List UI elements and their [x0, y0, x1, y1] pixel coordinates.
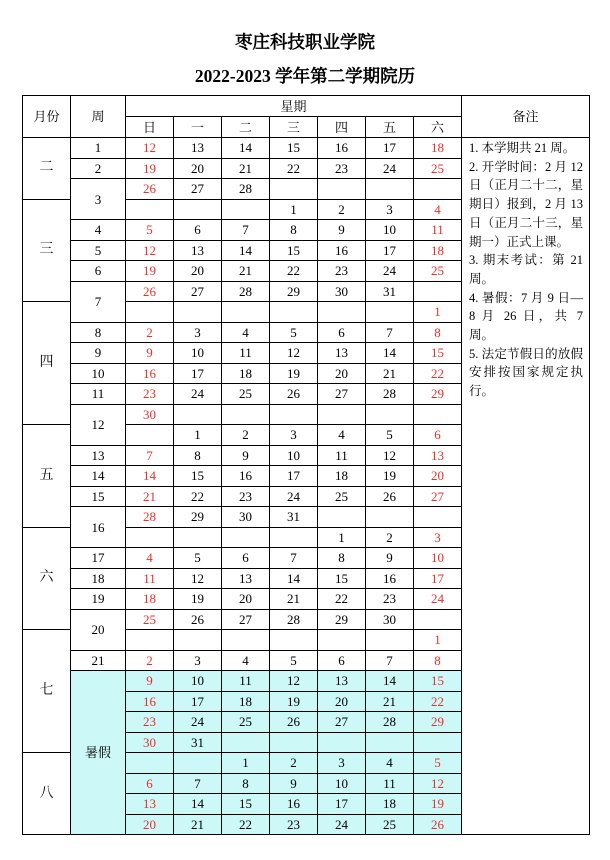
date-cell: 31 — [174, 732, 222, 753]
date-cell: 14 — [222, 240, 270, 261]
date-cell: 29 — [414, 712, 462, 733]
date-cell: 13 — [222, 568, 270, 589]
date-cell: 8 — [174, 445, 222, 466]
date-cell: 22 — [174, 486, 222, 507]
date-cell: 5 — [270, 650, 318, 671]
date-cell: 24 — [174, 712, 222, 733]
date-cell: 27 — [174, 179, 222, 200]
date-cell: 28 — [270, 609, 318, 630]
empty-date-cell — [366, 507, 414, 528]
date-cell: 8 — [414, 322, 462, 343]
date-cell: 29 — [318, 609, 366, 630]
week-number: 19 — [71, 589, 126, 610]
date-cell: 17 — [174, 363, 222, 384]
date-cell: 12 — [414, 773, 462, 794]
empty-date-cell — [174, 302, 222, 323]
empty-date-cell — [366, 732, 414, 753]
date-cell: 12 — [126, 240, 174, 261]
month-label: 二 — [23, 138, 71, 200]
date-cell: 7 — [126, 445, 174, 466]
date-cell: 18 — [414, 240, 462, 261]
date-cell: 4 — [222, 650, 270, 671]
date-cell: 21 — [366, 363, 414, 384]
week-number: 13 — [71, 445, 126, 466]
date-cell: 1 — [270, 199, 318, 220]
date-cell: 3 — [174, 322, 222, 343]
date-cell: 17 — [318, 794, 366, 815]
date-cell: 9 — [126, 671, 174, 692]
empty-date-cell — [414, 404, 462, 425]
empty-date-cell — [270, 630, 318, 651]
date-cell: 10 — [366, 220, 414, 241]
week-number: 7 — [71, 281, 126, 322]
date-cell: 3 — [318, 753, 366, 774]
week-number: 11 — [71, 384, 126, 405]
date-cell: 30 — [318, 281, 366, 302]
empty-date-cell — [126, 302, 174, 323]
date-cell: 13 — [126, 794, 174, 815]
empty-date-cell — [270, 732, 318, 753]
date-cell: 25 — [126, 609, 174, 630]
date-cell: 16 — [270, 794, 318, 815]
date-cell: 11 — [318, 445, 366, 466]
date-cell: 10 — [270, 445, 318, 466]
date-cell: 3 — [414, 527, 462, 548]
date-cell: 24 — [270, 486, 318, 507]
date-cell: 15 — [270, 240, 318, 261]
date-cell: 15 — [414, 671, 462, 692]
date-cell: 21 — [366, 691, 414, 712]
date-cell: 4 — [414, 199, 462, 220]
empty-date-cell — [366, 302, 414, 323]
date-cell: 16 — [318, 240, 366, 261]
date-cell: 20 — [222, 589, 270, 610]
week-number: 15 — [71, 486, 126, 507]
date-cell: 7 — [174, 773, 222, 794]
date-cell: 12 — [366, 445, 414, 466]
date-cell: 18 — [366, 794, 414, 815]
empty-date-cell — [222, 527, 270, 548]
date-cell: 26 — [270, 384, 318, 405]
date-cell: 1 — [174, 425, 222, 446]
date-cell: 28 — [366, 384, 414, 405]
empty-date-cell — [126, 425, 174, 446]
date-cell: 17 — [366, 138, 414, 159]
date-cell: 29 — [414, 384, 462, 405]
week-number: 14 — [71, 466, 126, 487]
date-cell: 24 — [366, 158, 414, 179]
date-cell: 8 — [318, 548, 366, 569]
note-item: 5. 法定节假日的放假安排按国家规定执行。 — [469, 346, 583, 399]
week-number: 4 — [71, 220, 126, 241]
empty-date-cell — [318, 179, 366, 200]
date-cell: 23 — [318, 261, 366, 282]
date-cell: 22 — [318, 589, 366, 610]
empty-date-cell — [414, 179, 462, 200]
date-cell: 13 — [318, 671, 366, 692]
date-cell: 17 — [414, 568, 462, 589]
date-cell: 30 — [126, 404, 174, 425]
empty-date-cell — [270, 179, 318, 200]
date-cell: 27 — [174, 281, 222, 302]
date-cell: 15 — [414, 343, 462, 364]
date-cell: 27 — [414, 486, 462, 507]
date-cell: 8 — [222, 773, 270, 794]
empty-date-cell — [174, 404, 222, 425]
date-cell: 11 — [222, 343, 270, 364]
month-label: 四 — [23, 302, 71, 425]
date-cell: 10 — [174, 671, 222, 692]
academic-calendar-table — [22, 95, 590, 835]
notes-column-header: 备注 — [462, 96, 590, 138]
date-cell: 28 — [222, 281, 270, 302]
date-cell: 1 — [318, 527, 366, 548]
date-cell: 10 — [174, 343, 222, 364]
week-number: 3 — [71, 179, 126, 220]
date-cell: 31 — [366, 281, 414, 302]
empty-date-cell — [222, 302, 270, 323]
week-number: 12 — [71, 404, 126, 445]
empty-date-cell — [270, 527, 318, 548]
notes-cell — [462, 138, 590, 835]
date-cell: 23 — [222, 486, 270, 507]
date-cell: 25 — [366, 814, 414, 835]
date-cell: 24 — [174, 384, 222, 405]
date-cell: 14 — [222, 138, 270, 159]
empty-date-cell — [270, 404, 318, 425]
date-cell: 20 — [414, 466, 462, 487]
date-cell: 16 — [126, 691, 174, 712]
week-number: 2 — [71, 158, 126, 179]
day-header-friday: 五 — [366, 117, 414, 138]
date-cell: 1 — [222, 753, 270, 774]
date-cell: 7 — [366, 322, 414, 343]
date-cell: 15 — [270, 138, 318, 159]
date-cell: 18 — [126, 589, 174, 610]
date-cell: 5 — [126, 220, 174, 241]
date-cell: 10 — [318, 773, 366, 794]
date-cell: 26 — [126, 179, 174, 200]
date-cell: 22 — [414, 363, 462, 384]
date-cell: 27 — [318, 384, 366, 405]
empty-date-cell — [366, 630, 414, 651]
date-cell: 16 — [222, 466, 270, 487]
empty-date-cell — [270, 302, 318, 323]
empty-date-cell — [174, 753, 222, 774]
date-cell: 29 — [174, 507, 222, 528]
empty-date-cell — [318, 630, 366, 651]
date-cell: 20 — [174, 261, 222, 282]
date-cell: 10 — [414, 548, 462, 569]
calendar-row — [23, 138, 590, 159]
calendar-title: 2022-2023 学年第二学期院历 — [194, 66, 416, 86]
date-cell: 25 — [222, 384, 270, 405]
date-cell: 7 — [366, 650, 414, 671]
date-cell: 18 — [414, 138, 462, 159]
date-cell: 14 — [270, 568, 318, 589]
date-cell: 2 — [222, 425, 270, 446]
date-cell: 23 — [126, 384, 174, 405]
date-cell: 16 — [318, 138, 366, 159]
date-cell: 28 — [222, 179, 270, 200]
date-cell: 2 — [318, 199, 366, 220]
month-label: 三 — [23, 199, 71, 302]
week-number: 8 — [71, 322, 126, 343]
week-number: 6 — [71, 261, 126, 282]
date-cell: 3 — [270, 425, 318, 446]
date-cell: 28 — [366, 712, 414, 733]
date-cell: 4 — [222, 322, 270, 343]
summer-vacation-label: 暑假 — [71, 671, 126, 835]
week-number: 10 — [71, 363, 126, 384]
date-cell: 20 — [318, 691, 366, 712]
date-cell: 2 — [126, 322, 174, 343]
day-header-thursday: 四 — [318, 117, 366, 138]
month-label: 八 — [23, 753, 71, 835]
date-cell: 11 — [222, 671, 270, 692]
date-cell: 9 — [222, 445, 270, 466]
date-cell: 3 — [366, 199, 414, 220]
date-cell: 22 — [270, 158, 318, 179]
date-cell: 5 — [414, 753, 462, 774]
empty-date-cell — [222, 404, 270, 425]
date-cell: 4 — [366, 753, 414, 774]
empty-date-cell — [174, 630, 222, 651]
date-cell: 20 — [174, 158, 222, 179]
header-row — [23, 96, 590, 117]
date-cell: 22 — [222, 814, 270, 835]
date-cell: 15 — [174, 466, 222, 487]
empty-date-cell — [414, 609, 462, 630]
date-cell: 6 — [318, 322, 366, 343]
date-cell: 9 — [270, 773, 318, 794]
date-cell: 13 — [318, 343, 366, 364]
date-cell: 7 — [270, 548, 318, 569]
week-number: 9 — [71, 343, 126, 364]
empty-date-cell — [126, 630, 174, 651]
empty-date-cell — [414, 281, 462, 302]
date-cell: 19 — [174, 589, 222, 610]
date-cell: 5 — [366, 425, 414, 446]
date-cell: 4 — [318, 425, 366, 446]
date-cell: 21 — [222, 261, 270, 282]
calendar-header — [23, 96, 590, 138]
note-item: 1. 本学期共 21 周。 — [469, 141, 576, 155]
date-cell: 13 — [174, 240, 222, 261]
date-cell: 26 — [366, 486, 414, 507]
date-cell: 21 — [222, 158, 270, 179]
date-cell: 30 — [126, 732, 174, 753]
empty-date-cell — [366, 404, 414, 425]
date-cell: 21 — [270, 589, 318, 610]
date-cell: 19 — [270, 691, 318, 712]
empty-date-cell — [126, 753, 174, 774]
date-cell: 6 — [318, 650, 366, 671]
date-cell: 19 — [366, 466, 414, 487]
date-cell: 9 — [366, 548, 414, 569]
date-cell: 11 — [414, 220, 462, 241]
date-cell: 26 — [414, 814, 462, 835]
date-cell: 31 — [270, 507, 318, 528]
note-item: 3. 期末考试：第 21 周。 — [469, 253, 583, 286]
date-cell: 20 — [126, 814, 174, 835]
week-number: 5 — [71, 240, 126, 261]
date-cell: 23 — [126, 712, 174, 733]
date-cell: 6 — [174, 220, 222, 241]
week-number: 16 — [71, 507, 126, 548]
date-cell: 2 — [366, 527, 414, 548]
empty-date-cell — [126, 199, 174, 220]
empty-date-cell — [414, 732, 462, 753]
date-cell: 2 — [126, 650, 174, 671]
date-cell: 2 — [270, 753, 318, 774]
empty-date-cell — [318, 302, 366, 323]
date-cell: 22 — [414, 691, 462, 712]
note-item: 4. 暑假：7 月 9 日—8 月 26 日，共 7 周。 — [469, 290, 583, 343]
date-cell: 30 — [222, 507, 270, 528]
date-cell: 26 — [126, 281, 174, 302]
date-cell: 25 — [414, 261, 462, 282]
date-cell: 14 — [174, 794, 222, 815]
date-cell: 1 — [414, 630, 462, 651]
week-number: 1 — [71, 138, 126, 159]
date-cell: 25 — [318, 486, 366, 507]
day-header-sunday: 日 — [126, 117, 174, 138]
date-cell: 18 — [318, 466, 366, 487]
empty-date-cell — [222, 199, 270, 220]
date-cell: 19 — [126, 261, 174, 282]
date-cell: 15 — [318, 568, 366, 589]
empty-date-cell — [174, 527, 222, 548]
date-cell: 22 — [270, 261, 318, 282]
date-cell: 30 — [366, 609, 414, 630]
date-cell: 9 — [318, 220, 366, 241]
date-cell: 5 — [270, 322, 318, 343]
calendar-body — [23, 138, 590, 835]
date-cell: 11 — [126, 568, 174, 589]
date-cell: 6 — [222, 548, 270, 569]
empty-date-cell — [318, 732, 366, 753]
day-header-monday: 一 — [174, 117, 222, 138]
date-cell: 17 — [366, 240, 414, 261]
date-cell: 21 — [174, 814, 222, 835]
date-cell: 13 — [414, 445, 462, 466]
date-cell: 11 — [366, 773, 414, 794]
date-cell: 12 — [270, 671, 318, 692]
empty-date-cell — [366, 179, 414, 200]
day-header-saturday: 六 — [414, 117, 462, 138]
date-cell: 19 — [126, 158, 174, 179]
date-cell: 27 — [318, 712, 366, 733]
date-cell: 14 — [366, 343, 414, 364]
date-cell: 25 — [414, 158, 462, 179]
date-cell: 13 — [174, 138, 222, 159]
week-column-header: 周 — [71, 96, 126, 138]
date-cell: 24 — [366, 261, 414, 282]
date-cell: 25 — [222, 712, 270, 733]
date-cell: 17 — [270, 466, 318, 487]
date-cell: 23 — [270, 814, 318, 835]
day-header-tuesday: 二 — [222, 117, 270, 138]
empty-date-cell — [174, 199, 222, 220]
date-cell: 12 — [174, 568, 222, 589]
week-number: 21 — [71, 650, 126, 671]
empty-date-cell — [318, 404, 366, 425]
month-label: 七 — [23, 630, 71, 753]
date-cell: 29 — [270, 281, 318, 302]
date-cell: 27 — [222, 609, 270, 630]
date-cell: 18 — [222, 363, 270, 384]
month-label: 六 — [23, 527, 71, 630]
date-cell: 18 — [222, 691, 270, 712]
date-cell: 8 — [270, 220, 318, 241]
week-number: 17 — [71, 548, 126, 569]
school-name: 枣庄科技职业学院 — [235, 32, 375, 52]
month-column-header: 月份 — [23, 96, 71, 138]
weekday-group-header: 星期 — [126, 96, 462, 117]
date-cell: 14 — [366, 671, 414, 692]
date-cell: 16 — [366, 568, 414, 589]
empty-date-cell — [222, 732, 270, 753]
date-cell: 6 — [126, 773, 174, 794]
date-cell: 5 — [174, 548, 222, 569]
date-cell: 24 — [414, 589, 462, 610]
date-cell: 16 — [126, 363, 174, 384]
week-number: 18 — [71, 568, 126, 589]
date-cell: 3 — [174, 650, 222, 671]
date-cell: 8 — [414, 650, 462, 671]
empty-date-cell — [126, 527, 174, 548]
day-header-wednesday: 三 — [270, 117, 318, 138]
date-cell: 4 — [126, 548, 174, 569]
date-cell: 19 — [270, 363, 318, 384]
date-cell: 26 — [270, 712, 318, 733]
date-cell: 24 — [318, 814, 366, 835]
date-cell: 12 — [126, 138, 174, 159]
date-cell: 9 — [126, 343, 174, 364]
week-number: 20 — [71, 609, 126, 650]
empty-date-cell — [414, 507, 462, 528]
date-cell: 15 — [222, 794, 270, 815]
empty-date-cell — [318, 507, 366, 528]
date-cell: 17 — [174, 691, 222, 712]
date-cell: 23 — [318, 158, 366, 179]
note-item: 2. 开学时间：2 月 12 日（正月二十二，星期日）报到，2 月 13 日（正月二十三，星期一）正式上课。 — [469, 159, 583, 249]
date-cell: 26 — [174, 609, 222, 630]
date-cell: 20 — [318, 363, 366, 384]
date-cell: 21 — [126, 486, 174, 507]
empty-date-cell — [222, 630, 270, 651]
date-cell: 1 — [414, 302, 462, 323]
date-cell: 7 — [222, 220, 270, 241]
month-label: 五 — [23, 425, 71, 528]
date-cell: 12 — [270, 343, 318, 364]
date-cell: 23 — [366, 589, 414, 610]
date-cell: 28 — [126, 507, 174, 528]
date-cell: 19 — [414, 794, 462, 815]
date-cell: 6 — [414, 425, 462, 446]
date-cell: 14 — [126, 466, 174, 487]
